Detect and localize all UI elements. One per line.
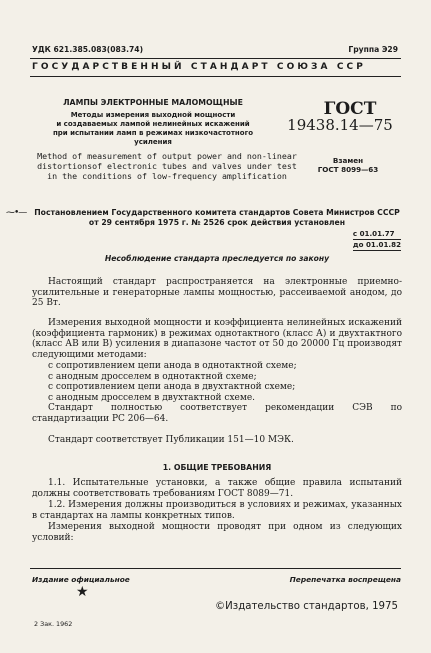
paragraph-1-1: 1.1. Испытательные установки, а также общие правила испытаний должны соответствовать требованиям ГОСТ 8089—71. <box>32 478 402 499</box>
order-number: 2 Зак. 1962 <box>34 620 73 628</box>
english-title <box>32 151 302 181</box>
list-item: с анодным дросселем в двухтактной схеме. <box>48 393 256 404</box>
subtitle-line: и создаваемых лампой нелинейных искажений <box>56 120 250 128</box>
decree-text <box>32 208 402 228</box>
english-title-line: distortionsof electronic tubes and valves under test <box>37 161 297 171</box>
paragraph-methods-intro: Измерения выходной мощности и коэффициента нелинейных искажений (коэффициента гармоник) в режимах однотактного (класс А) и двухтактного (класс АВ или В) усиления в диапазоне частот от 50 до 20000 Гц производят следующими методами: <box>32 318 402 361</box>
list-item: с сопротивлением цепи анода в двухтактной схеме; <box>48 382 296 393</box>
footer-rule <box>30 568 401 569</box>
subtitle-line: при испытании ламп в режимах низкочастотного <box>52 129 254 137</box>
udk-code: УДК 621.385.083(083.74) <box>32 45 144 54</box>
margin-mark: ⁓•— <box>6 208 27 218</box>
reprint-notice: Перепечатка воспрещена <box>289 575 401 584</box>
english-title-line: in the conditions of low-frequency amplification <box>47 171 287 181</box>
header-rule-bottom <box>30 76 401 77</box>
legal-warning: Несоблюдение стандарта преследуется по закону <box>104 254 330 263</box>
english-title-line: Method of measurement of output power and non-linear <box>37 151 297 161</box>
replaces-value: ГОСТ 8099—63 <box>317 165 379 174</box>
list-item: с сопротивлением цепи анода в однотактной схеме; <box>48 361 297 371</box>
replaces-label: Взамен <box>332 156 364 165</box>
paragraph-conditions: Измерения выходной мощности проводят при одном из следующих условий: <box>32 522 402 543</box>
methods-list <box>48 361 297 404</box>
validity-period <box>353 229 401 251</box>
paragraph-iec: Стандарт соответствует Публикации 151—10 МЭК. <box>48 435 294 445</box>
official-edition: Издание официальное <box>32 575 130 584</box>
publisher-copyright: ©Издательство стандартов, 1975 <box>214 601 398 612</box>
gost-label: ГОСТ <box>323 99 377 119</box>
star-icon: ★ <box>76 584 89 600</box>
paragraph-1-2: 1.2. Измерения должны производиться в условиях и режимах, указанных в стандартах на лампы конкретных типов. <box>32 500 402 521</box>
subtitle-line: Методы измерения выходной мощности <box>70 111 236 119</box>
decree-line: Постановлением Государственного комитета стандартов Совета Министров СССР <box>34 208 400 217</box>
paragraph-sev: Стандарт полностью соответствует рекомендации СЭВ по стандартизации РС 206—64. <box>32 403 402 424</box>
document-title: ЛАМПЫ ЭЛЕКТРОННЫЕ МАЛОМОЩНЫЕ <box>63 98 243 107</box>
replaces-block <box>303 156 393 174</box>
header-rule-top <box>30 58 401 59</box>
group-code: Группа Э29 <box>348 45 398 54</box>
valid-from: с 01.01.77 <box>353 229 401 240</box>
valid-to: до 01.01.82 <box>352 240 401 249</box>
section-heading: 1. ОБЩИЕ ТРЕБОВАНИЯ <box>162 463 272 472</box>
state-standard-heading: ГОСУДАРСТВЕННЫЙ СТАНДАРТ СОЮЗА ССР <box>32 62 366 72</box>
gost-number: 19438.14—75 <box>287 116 393 134</box>
list-item: с анодным дросселем в однотактной схеме; <box>48 371 257 382</box>
paragraph-scope: Настоящий стандарт распространяется на электронные приемно-усилительные и генераторные лампы мощностью, рассеиваемой анодом, до 25 Вт. <box>32 277 402 309</box>
document-subtitle <box>38 111 268 147</box>
decree-line: от 29 сентября 1975 г. № 2526 срок действия установлен <box>88 218 346 227</box>
subtitle-line: усиления <box>134 138 172 146</box>
